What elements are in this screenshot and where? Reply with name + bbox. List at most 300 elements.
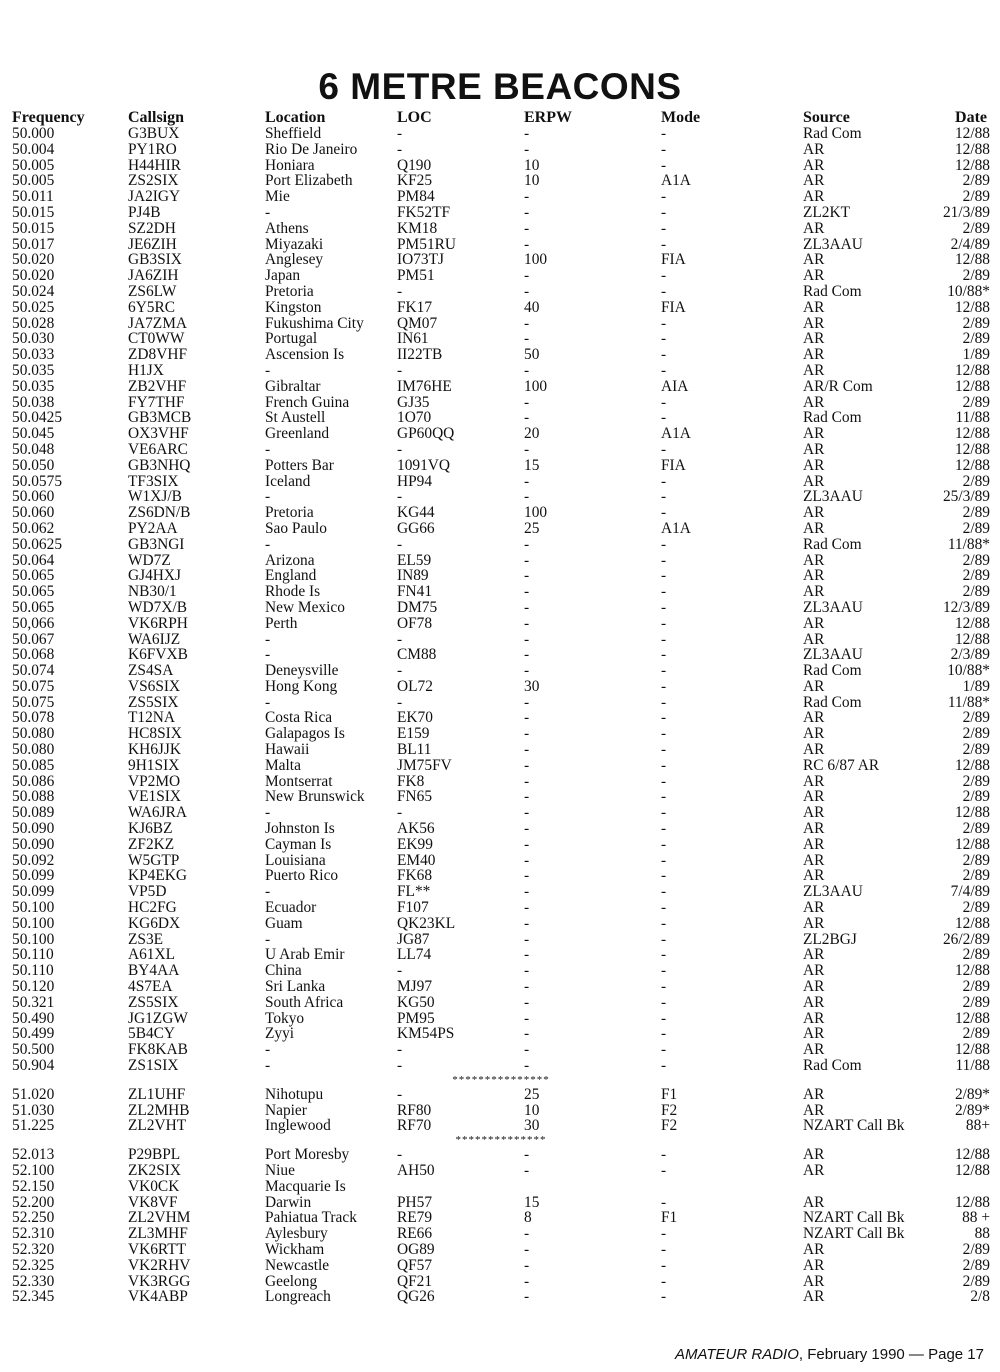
cell-erpw: - [524,361,530,379]
cell-date: 10/88* [947,282,990,300]
table-row [12,505,990,521]
cell-callsign: W1XJ/B [128,488,182,506]
cell-location: Perth [265,614,298,632]
cell-erpw: - [524,598,530,616]
table-row [12,695,990,711]
cell-loc: GG66 [397,519,435,537]
cell-frequency: 50.025 [12,298,55,316]
table-row [12,331,990,347]
cell-frequency: 50.028 [12,314,55,332]
cell-source: AR [803,1162,825,1179]
cell-location: Inglewood [265,1117,331,1135]
cell-callsign: VK6RPH [128,614,188,632]
cell-frequency: 50.020 [12,251,55,269]
table-row [12,916,990,932]
cell-date: 12/88 [954,156,990,174]
cell-mode: - [661,488,667,506]
cell-mode: - [661,693,667,711]
cell-loc: RF80 [397,1101,432,1119]
cell-callsign: K6FVXB [128,646,188,664]
cell-source: AR [803,725,825,743]
cell-date: 12/88 [954,298,990,316]
cell-erpw: - [524,614,530,632]
cell-source: AR [803,551,825,569]
cell-frequency: 50.075 [12,693,55,711]
cell-mode: - [661,662,667,680]
cell-source: NZART Call Bk [803,1209,905,1227]
cell-date: 12/88 [954,1009,990,1027]
cell-frequency: 50.0625 [12,535,63,553]
cell-loc: RE66 [397,1225,433,1243]
cell-mode: F1 [661,1085,678,1103]
cell-erpw: - [524,899,530,917]
cell-date: 2/89 [962,851,990,869]
table-row [12,884,990,900]
cell-date: 2/89 [962,772,990,790]
table-row [12,1258,990,1274]
cell-erpw: - [524,756,530,774]
cell-mode: - [661,346,667,364]
cell-location: Johnston Is [265,820,335,838]
cell-mode: - [661,598,667,616]
cell-location: Pretoria [265,504,314,522]
cell-date: 2/3/89 [950,646,990,664]
cell-loc: KM18 [397,219,438,237]
cell-mode: - [661,282,667,300]
table-row [12,758,990,774]
table-row [12,316,990,332]
cell-mode: - [661,741,667,759]
cell-callsign: CT0WW [128,330,185,348]
cell-frequency: 50.060 [12,504,55,522]
cell-erpw: - [524,1025,530,1043]
cell-source: AR [803,946,825,964]
cell-erpw: - [524,1240,530,1258]
cell-source: Rad Com [803,282,862,300]
cell-mode: F2 [661,1117,678,1135]
cell-erpw: 100 [524,251,548,269]
cell-loc: GJ35 [397,393,430,411]
cell-loc: QK23KL [397,914,456,932]
header-callsign: Callsign [128,109,185,126]
cell-loc: - [397,125,403,142]
cell-frequency: 50.110 [12,962,54,980]
cell-source: AR [803,804,825,822]
cell-date: 2/89 [962,519,990,537]
cell-loc: GP60QQ [397,425,455,443]
footer-publication: AMATEUR RADIO [674,1346,799,1363]
table-row [12,363,990,379]
header-loc: LOC [397,109,432,126]
cell-location: Aylesbury [265,1225,328,1243]
cell-loc: PM84 [397,188,435,206]
table-row [12,963,990,979]
cell-date: 12/88 [954,140,990,158]
cell-erpw: - [524,851,530,869]
cell-date: 2/89 [962,1025,990,1043]
cell-loc: FL** [397,883,431,901]
cell-mode: - [661,930,667,948]
cell-erpw: - [524,820,530,838]
cell-mode: - [661,551,667,569]
cell-callsign: JA2IGY [128,188,181,206]
cell-mode: - [661,772,667,790]
cell-callsign: VK6RTT [128,1240,187,1258]
cell-loc: OG89 [397,1240,435,1258]
cell-callsign: P29BPL [128,1146,181,1164]
cell-mode: - [661,883,667,901]
cell-callsign: WA6JRA [128,804,187,822]
cell-callsign: A61XL [128,946,176,964]
cell-erpw: - [524,409,530,427]
cell-loc: II22TB [397,346,443,364]
cell-location: - [265,488,271,506]
cell-mode: - [661,709,667,727]
cell-erpw: - [524,282,530,300]
cell-location: Wickham [265,1240,325,1258]
table-row [12,600,990,616]
cell-frequency: 50.065 [12,583,55,601]
cell-loc: QM07 [397,314,438,332]
cell-erpw: - [524,314,530,332]
cell-mode: - [661,203,667,221]
cell-callsign: ZS5SIX [128,693,179,711]
cell-source: AR [803,1041,825,1059]
cell-source: AR [803,472,825,490]
cell-location: - [265,630,271,648]
cell-loc: - [397,535,403,553]
cell-mode: - [661,646,667,664]
cell-frequency: 50.015 [12,219,55,237]
table-row [12,537,990,553]
cell-frequency: 50.067 [12,630,55,648]
cell-source: ZL2BGJ [803,930,857,948]
cell-source: AR [803,835,825,853]
cell-erpw: - [524,267,530,285]
cell-date: 2/89 [962,978,990,996]
cell-mode: - [661,867,667,885]
cell-erpw: - [524,1009,530,1027]
cell-frequency: 50.088 [12,788,55,806]
cell-frequency: 52.325 [12,1256,55,1274]
cell-source: AR [803,614,825,632]
cell-location: Hong Kong [265,677,338,695]
cell-frequency: 50,066 [12,614,55,632]
cell-location: Rhode Is [265,583,321,601]
cell-source: ZL3AAU [803,883,863,901]
cell-loc: - [397,962,403,980]
cell-source: AR [803,677,825,695]
table-row [12,616,990,632]
cell-source: AR [803,709,825,727]
table-row [12,553,990,569]
cell-loc: Q190 [397,156,432,174]
cell-loc: RF70 [397,1117,432,1135]
page-footer [675,1346,984,1363]
cell-frequency: 50.011 [12,188,54,206]
cell-frequency: 51.225 [12,1117,55,1135]
cell-erpw: 30 [524,1117,540,1135]
table-row [12,442,990,458]
cell-date [933,1179,990,1195]
cell-frequency: 50.100 [12,914,55,932]
table-row [12,268,990,284]
cell-source: AR [803,219,825,237]
cell-erpw: - [524,219,530,237]
cell-loc: RE79 [397,1209,433,1227]
cell-location: Geelong [265,1272,318,1290]
cell-loc: LL74 [397,946,432,964]
cell-source: AR [803,630,825,648]
cell-frequency: 52.310 [12,1225,55,1243]
cell-loc: PM95 [397,1009,435,1027]
cell-callsign: VE6ARC [128,440,188,458]
cell-loc: FK8 [397,772,425,790]
table-row [12,679,990,695]
cell-erpw: - [524,551,530,569]
cell-location: New Mexico [265,598,345,616]
header-erpw: ERPW [524,109,572,126]
cell-erpw: - [524,1272,530,1290]
cell-erpw: 25 [524,1085,540,1103]
cell-source: Rad Com [803,662,862,680]
cell-callsign: T12NA [128,709,176,727]
cell-location: - [265,440,271,458]
cell-date: 12/88 [954,456,990,474]
cell-location: Costa Rica [265,709,333,727]
cell-callsign: VP5D [128,883,167,901]
table-row [12,789,990,805]
cell-mode: - [661,899,667,917]
cell-date: 2/89 [962,1272,990,1290]
cell-date: 12/88 [954,1146,990,1164]
cell-callsign: ZD8VHF [128,346,187,364]
cell-erpw: - [524,835,530,853]
cell-location: - [265,1041,271,1059]
cell-date: 2/89 [962,946,990,964]
cell-location: - [265,535,271,553]
cell-location: Miyazaki [265,235,324,253]
cell-location: - [265,693,271,711]
cell-erpw: - [524,140,530,158]
cell-callsign: ZL2VHM [128,1209,191,1227]
cell-source: AR [803,440,825,458]
cell-location: Montserrat [265,772,333,790]
cell-callsign: WD7Z [128,551,171,569]
cell-date: 12/88 [954,962,990,980]
cell-callsign: JG1ZGW [128,1009,188,1027]
cell-mode: - [661,472,667,490]
cell-loc: PH57 [397,1193,433,1211]
cell-callsign: H44HIR [128,156,182,174]
cell-frequency: 50.017 [12,235,55,253]
cell-loc: IN89 [397,567,429,585]
cell-location: China [265,962,302,980]
cell-source: AR/R Com [803,377,873,395]
cell-mode: A1A [661,519,691,537]
cell-location: - [265,646,271,664]
cell-erpw: - [524,788,530,806]
separator-row [12,1074,990,1087]
cell-source: AR [803,425,825,443]
cell-loc: 1O70 [397,409,432,427]
table-row [12,474,990,490]
cell-location: Napier [265,1101,307,1119]
table-row [12,821,990,837]
cell-loc: BL11 [397,741,432,759]
cell-location: U Arab Emir [265,946,345,964]
cell-date: 12/88 [954,614,990,632]
cell-location: Gibraltar [265,377,321,395]
cell-frequency: 50.075 [12,677,55,695]
cell-date: 12/88 [954,804,990,822]
table-row [12,774,990,790]
cell-callsign: TF3SIX [128,472,179,490]
cell-mode: FIA [661,251,686,269]
cell-erpw: - [524,946,530,964]
cell-location: Greenland [265,425,330,443]
cell-callsign: WA6IJZ [128,630,181,648]
cell-mode: A1A [661,172,691,190]
cell-erpw: - [524,772,530,790]
cell-mode: - [661,1025,667,1043]
cell-date: 12/88 [954,914,990,932]
table-row [12,1179,990,1195]
cell-mode: - [661,393,667,411]
cell-loc: FK52TF [397,203,451,221]
cell-mode: - [661,756,667,774]
table-row [12,1195,990,1211]
cell-date: 12/88 [954,440,990,458]
cell-date: 2/89 [962,330,990,348]
cell-erpw: - [524,472,530,490]
cell-loc: IO73TJ [397,251,445,269]
cell-location: Puerto Rico [265,867,339,885]
cell-callsign: W5GTP [128,851,180,869]
cell-mode: - [661,1240,667,1258]
cell-date: 2/89 [962,567,990,585]
cell-date: 10/88* [947,662,990,680]
table-row [12,158,990,174]
cell-frequency: 50.0575 [12,472,63,490]
cell-frequency: 50.499 [12,1025,55,1043]
table-row [12,347,990,363]
cell-source: AR [803,1101,825,1119]
cell-date: 2/89* [954,1101,990,1119]
cell-loc: EK99 [397,835,433,853]
cell-location: - [265,361,271,379]
table-row [12,1147,990,1163]
cell-location: Newcastle [265,1256,330,1274]
cell-frequency: 50.090 [12,820,55,838]
table-row [12,726,990,742]
cell-frequency: 51.030 [12,1101,55,1119]
cell-mode: - [661,1288,667,1306]
cell-callsign: KJ6BZ [128,820,173,838]
table-row [12,805,990,821]
cell-erpw: - [524,978,530,996]
cell-date: 12/88 [954,756,990,774]
cell-loc: QF57 [397,1256,433,1274]
cell-source: AR [803,188,825,206]
cell-location: - [265,883,271,901]
cell-frequency: 52.013 [12,1146,55,1164]
cell-frequency: 50.074 [12,662,55,680]
cell-date: 11/88* [947,693,990,711]
cell-erpw: - [524,646,530,664]
cell-date: 2/89* [954,1085,990,1103]
cell-location: St Austell [265,409,326,427]
table-row [12,237,990,253]
cell-date: 21/3/89 [942,203,990,221]
cell-erpw: - [524,804,530,822]
cell-erpw: - [524,914,530,932]
cell-date: 12/88 [954,425,990,443]
cell-loc: E159 [397,725,430,743]
cell-erpw: 100 [524,504,548,522]
cell-date: 2/89 [962,899,990,917]
cell-mode: - [661,1256,667,1274]
cell-loc: - [397,804,403,822]
cell-loc: PM51RU [397,235,457,253]
cell-mode: - [661,1009,667,1027]
cell-location: Mie [265,188,290,206]
cell-loc: FN65 [397,788,433,806]
cell-erpw: - [524,962,530,980]
cell-date: 2/4/89 [950,235,990,253]
cell-location: - [265,203,271,221]
cell-location: Arizona [265,551,315,569]
cell-date: 12/88 [954,1193,990,1211]
cell-frequency: 50.100 [12,930,55,948]
cell-source: AR [803,172,825,190]
cell-source: AR [803,820,825,838]
cell-mode: - [661,1272,667,1290]
table-row [12,1274,990,1290]
cell-mode: - [661,851,667,869]
cell-location: Kingston [265,298,322,316]
cell-frequency: 50.321 [12,993,55,1011]
separator-stars: *************** [452,1073,550,1086]
cell-mode: - [661,820,667,838]
cell-erpw: - [524,440,530,458]
cell-erpw: 8 [524,1209,532,1227]
cell-source: AR [803,1009,825,1027]
cell-location: Anglesey [265,251,324,269]
cell-date: 2/89 [962,820,990,838]
cell-source: AR [803,1193,825,1211]
cell-mode: - [661,962,667,980]
footer-date-page: , February 1990 — Page 17 [798,1346,984,1363]
cell-erpw: 100 [524,377,548,395]
cell-frequency: 50.030 [12,330,55,348]
cell-location: Tokyo [265,1009,305,1027]
cell-mode: - [661,946,667,964]
cell-callsign: VK4ABP [128,1288,188,1306]
cell-date: 88+ [965,1117,990,1135]
cell-mode: FIA [661,298,686,316]
table-row [12,458,990,474]
cell-loc: MJ97 [397,978,433,996]
cell-mode: - [661,804,667,822]
cell-location: Port Elizabeth [265,172,353,190]
cell-loc: - [397,488,403,506]
table-row [12,853,990,869]
cell-callsign: VP2MO [128,772,181,790]
table-row [12,426,990,442]
cell-location: Pretoria [265,282,314,300]
cell-date: 2/89 [962,219,990,237]
